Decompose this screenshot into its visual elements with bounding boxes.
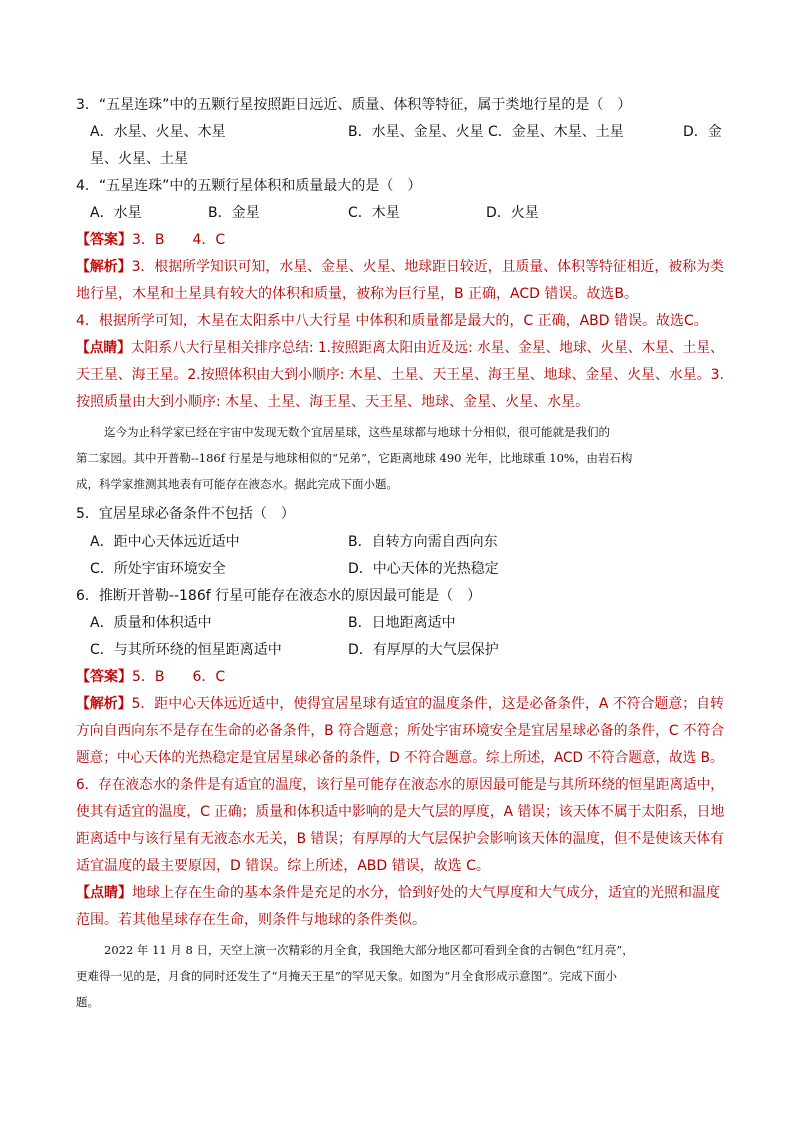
- analysis-line: 4．根据所学可知，木星在太阳系中八大行星 中体积和质量都是最大的，C 正确，ABD 错误。故选C。: [76, 313, 708, 329]
- analysis-tag: 【解析】: [76, 259, 132, 275]
- tip-row-2: [76, 882, 720, 904]
- q3-option-c: C．金星、木星、土星: [488, 124, 624, 140]
- tip-text: 太阳系八大行星相关排序总结: 1.按照距离太阳由近及远: 水星、金星、地球、火星、木星、土星、: [130, 340, 724, 356]
- tip-tag: 【点睛】: [76, 885, 132, 901]
- tip-line: 天王星、海王星。2.按照体积由大到小顺序: 木星、土星、天王星、海王星、地球、金星、火星、水星。3.: [76, 367, 724, 383]
- passage-line: 更难得一见的是，月食的同时还发生了“月掩天王星”的罕见天象。如图为“月全食形成示意图”。完成下面小: [76, 969, 618, 983]
- analysis-line: 地行星，木星和土星具有较大的体积和质量，被称为巨行星，B 正确，ACD 错误。故选B。: [76, 286, 638, 302]
- q6-option-c: C．与其所环绕的恒星距离适中: [90, 642, 282, 658]
- q4-option-b: B．金星: [208, 205, 260, 221]
- q6-stem: 6．推断开普勒--186f 行星可能存在液态水的原因最可能是（ ）: [76, 588, 482, 604]
- q6-option-b: B．日地距离适中: [348, 615, 456, 631]
- analysis-line: 方向自西向东不是存在生命的必备条件，B 符合题意；所处宇宙环境安全是宜居星球必备的条件，C 不符合: [76, 723, 725, 739]
- analysis-line: 距离适中与该行星有无液态水无关，B 错误；有厚厚的大气层保护会影响该天体的温度，但不是使该天体有: [76, 831, 725, 847]
- q5-option-a: A．距中心天体远近适中: [90, 534, 240, 550]
- q5-option-b: B．自转方向需自西向东: [348, 534, 498, 550]
- q3-option-d-continued: 星、火星、土星: [90, 151, 188, 167]
- q4-option-a: A．水星: [90, 205, 142, 221]
- q3-option-b: B．水星、金星、火星: [348, 124, 484, 140]
- analysis-line: 题意；中心天体的光热稳定是宜居星球必备的条件，D 不符合题意。综上所述，ACD 不符合题意，故选 B。: [76, 750, 724, 766]
- tip-line: 按照质量由大到小顺序: 木星、土星、海王星、天王星、地球、金星、火星、水星。: [76, 394, 590, 410]
- passage-line: 题。: [76, 995, 99, 1009]
- tip-row-1: [76, 337, 724, 359]
- analysis-line: 使其有适宜的温度，C 正确；质量和体积适中影响的是大气层的厚度，A 错误；该天体不属于太阳系，日地: [76, 804, 725, 820]
- q4-option-d: D．火星: [486, 205, 539, 221]
- q6-option-a: A．质量和体积适中: [90, 615, 212, 631]
- q5-option-d: D．中心天体的光热稳定: [348, 561, 499, 577]
- q3-option-a: A．水星、火星、木星: [90, 124, 226, 140]
- q4-option-c: C．木星: [348, 205, 400, 221]
- answer-text: 5．B 6．C: [132, 669, 226, 685]
- answer-row-1: [76, 229, 225, 251]
- q5-stem: 5．宜居星球必备条件不包括（ ）: [76, 506, 295, 522]
- q5-option-c: C．所处宇宙环境安全: [90, 561, 226, 577]
- answer-tag: 【答案】: [76, 669, 132, 685]
- passage-line: 第二家园。其中开普勒--186f 行星是与地球相似的“兄弟”，它距离地球 490 光年，比地球重 10%，由岩石构: [76, 451, 633, 465]
- passage-line: 2022 年 11 月 8 日，天空上演一次精彩的月全食，我国绝大部分地区都可看到全食的古铜色“红月亮”，: [104, 943, 634, 957]
- analysis-tag: 【解析】: [76, 696, 132, 712]
- q6-option-d: D．有厚厚的大气层保护: [348, 642, 499, 658]
- q3-stem: 3．“五星连珠”中的五颗行星按照距日远近、质量、体积等特征，属于类地行星的是（ ）: [76, 97, 632, 113]
- tip-text: 地球上存在生命的基本条件是充足的水分，恰到好处的大气厚度和大气成分，适宜的光照和温度: [132, 885, 720, 901]
- analysis-text: 5．距中心天体远近适中，使得宜居星球有适宜的温度条件，这是必备条件，A 不符合题意；自转: [131, 696, 724, 712]
- q3-option-d: D．金: [683, 124, 722, 140]
- answer-tag: 【答案】: [76, 232, 132, 248]
- analysis-line: 6．存在液态水的条件是有适宜的温度，该行星可能存在液态水的原因最可能是与其所环绕的恒星距离适中，: [76, 777, 724, 793]
- analysis-text: 3．根据所学知识可知，水星、金星、火星、地球距日较近，且质量、体积等特征相近，被称为类: [131, 259, 724, 275]
- analysis-row-1: [76, 256, 724, 278]
- q4-stem: 4．“五星连珠”中的五颗行星体积和质量最大的是（ ）: [76, 178, 422, 194]
- answer-row-2: [76, 666, 225, 688]
- passage-line: 迄今为止科学家已经在宇宙中发现无数个宜居星球，这些星球都与地球十分相似，很可能就是我们的: [104, 425, 610, 439]
- passage-line: 成，科学家推测其地表有可能存在液态水。据此完成下面小题。: [76, 477, 398, 491]
- analysis-row-2: [76, 693, 724, 715]
- tip-line: 范围。若其他星球存在生命，则条件与地球的条件类似。: [76, 912, 426, 928]
- answer-text: 3．B 4．C: [132, 232, 226, 248]
- tip-tag: 【点睛】: [76, 340, 131, 356]
- analysis-line: 适宜温度的最主要原因，D 错误。综上所述，ABD 错误，故选 C。: [76, 858, 490, 874]
